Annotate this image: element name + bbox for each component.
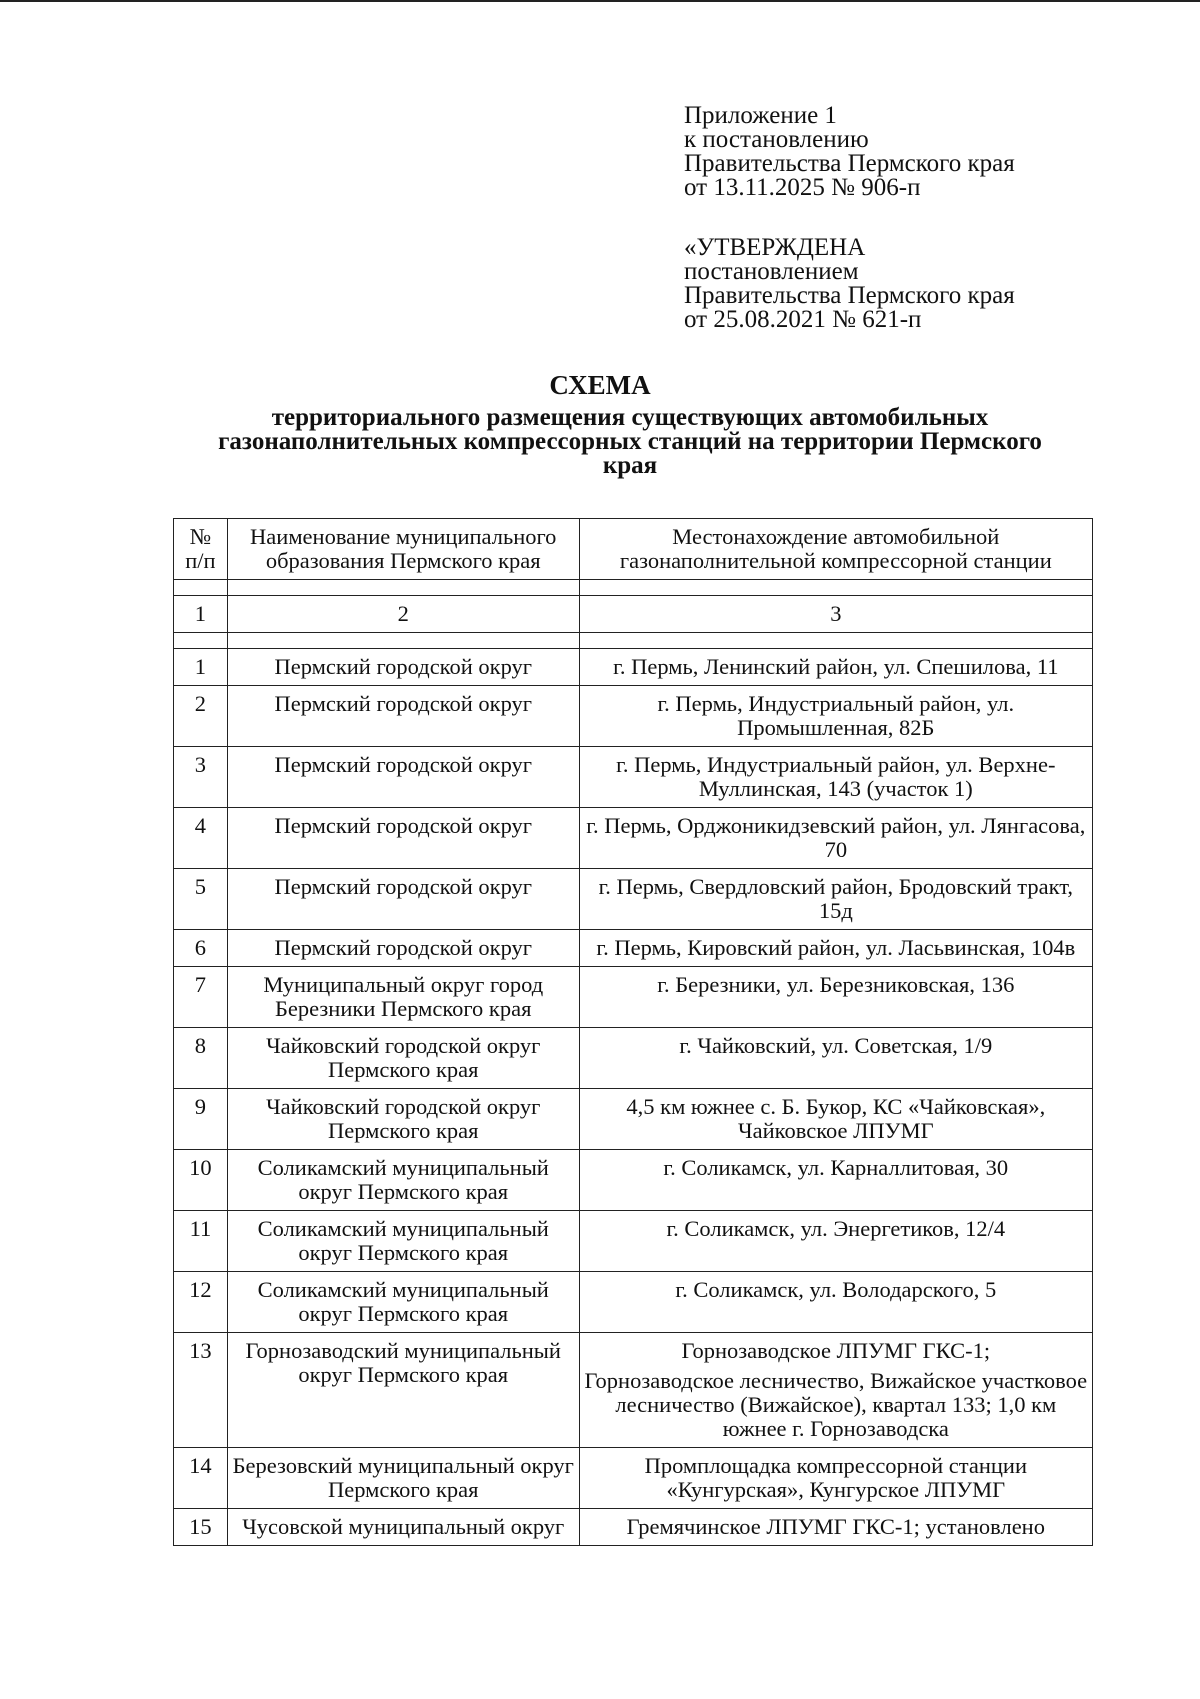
row-num: 1 [174, 649, 228, 686]
row-num: 12 [174, 1272, 228, 1333]
approval-line: постановлением [684, 258, 859, 285]
row-location: г. Пермь, Орджоникидзевский район, ул. Лянгасова, 70 [579, 808, 1092, 869]
row-municipality: Соликамский муниципальный округ Пермского края [227, 1211, 579, 1272]
table-row [174, 1333, 1093, 1448]
approval-line: «УТВЕРЖДЕНА [684, 234, 866, 261]
table-row [174, 1272, 1093, 1333]
row-num: 4 [174, 808, 228, 869]
attachment-line: к постановлению [684, 126, 869, 153]
table-row [174, 1509, 1093, 1546]
approval-line: от 25.08.2021 № 621-п [684, 306, 922, 333]
row-num: 13 [174, 1333, 228, 1448]
row-municipality: Горнозаводский муниципальный округ Пермского края [227, 1333, 579, 1448]
table-row [174, 1150, 1093, 1211]
row-num: 3 [174, 747, 228, 808]
table-row [174, 930, 1093, 967]
attachment-line: от 13.11.2025 № 906-п [684, 174, 921, 201]
row-location: г. Соликамск, ул. Энергетиков, 12/4 [579, 1211, 1092, 1272]
document-title: СХЕМА [549, 370, 651, 400]
row-municipality: Пермский городской округ [227, 747, 579, 808]
table-row [174, 1089, 1093, 1150]
row-location-extra: Горнозаводское лесничество, Вижайское участковое лесничество (Вижайское), квартал 133; 1,0 км южнее г. Горнозаводска [584, 1368, 1088, 1441]
attachment-block [684, 104, 1015, 200]
row-num: 6 [174, 930, 228, 967]
row-num: 14 [174, 1448, 228, 1509]
row-municipality: Чусовской муниципальный округ [227, 1509, 579, 1546]
document-subtitle: территориального размещения существующих автомобильных газонаполнительных компрессорных станций на территории Пермского края [218, 404, 1042, 479]
row-location: Гремячинское ЛПУМГ ГКС-1; установлено [579, 1509, 1092, 1546]
column-number: 3 [579, 596, 1092, 633]
attachment-line: Приложение 1 [684, 102, 837, 129]
row-num: 2 [174, 686, 228, 747]
row-num: 5 [174, 869, 228, 930]
row-location: Промплощадка компрессорной станции «Кунгурская», Кунгурское ЛПУМГ [579, 1448, 1092, 1509]
table-row [174, 1448, 1093, 1509]
row-municipality: Муниципальный округ город Березники Пермского края [227, 967, 579, 1028]
row-location: г. Пермь, Индустриальный район, ул. Промышленная, 82Б [579, 686, 1092, 747]
row-num: 15 [174, 1509, 228, 1546]
row-location: г. Пермь, Свердловский район, Бродовский тракт, 15д [579, 869, 1092, 930]
header-municipality: Наименование муниципального образования Пермского края [227, 519, 579, 580]
row-municipality: Соликамский муниципальный округ Пермского края [227, 1272, 579, 1333]
row-location: г. Соликамск, ул. Володарского, 5 [579, 1272, 1092, 1333]
row-location: 4,5 км южнее с. Б. Букор, КС «Чайковская», Чайковское ЛПУМГ [579, 1089, 1092, 1150]
table-row [174, 649, 1093, 686]
row-num: 10 [174, 1150, 228, 1211]
approval-line: Правительства Пермского края [684, 282, 1015, 309]
table-header-row [174, 519, 1093, 580]
row-num: 7 [174, 967, 228, 1028]
row-location-cell [579, 1333, 1092, 1448]
numbers-gap [174, 633, 1093, 649]
row-municipality: Пермский городской округ [227, 869, 579, 930]
row-location: Горнозаводское ЛПУМГ ГКС-1; [681, 1338, 991, 1363]
row-municipality: Пермский городской округ [227, 808, 579, 869]
row-location: г. Соликамск, ул. Карналлитовая, 30 [579, 1150, 1092, 1211]
row-location: г. Березники, ул. Березниковская, 136 [579, 967, 1092, 1028]
row-municipality: Соликамский муниципальный округ Пермского края [227, 1150, 579, 1211]
stations-table [173, 518, 1093, 1546]
column-number: 1 [174, 596, 228, 633]
table-row [174, 686, 1093, 747]
header-location: Местонахождение автомобильной газонаполнительной компрессорной станции [579, 519, 1092, 580]
table-row [174, 869, 1093, 930]
row-municipality: Пермский городской округ [227, 686, 579, 747]
row-location: г. Пермь, Индустриальный район, ул. Верхне-Муллинская, 143 (участок 1) [579, 747, 1092, 808]
row-num: 9 [174, 1089, 228, 1150]
scan-edge [0, 0, 1200, 2]
header-gap [174, 580, 1093, 596]
attachment-line: Правительства Пермского края [684, 150, 1015, 177]
row-municipality: Чайковский городской округ Пермского края [227, 1028, 579, 1089]
row-location: г. Пермь, Ленинский район, ул. Спешилова, 11 [579, 649, 1092, 686]
table-row [174, 1211, 1093, 1272]
row-location: г. Чайковский, ул. Советская, 1/9 [579, 1028, 1092, 1089]
approval-block [684, 236, 1015, 332]
row-municipality: Березовский муниципальный округ Пермского края [227, 1448, 579, 1509]
column-numbers-row [174, 596, 1093, 633]
column-number: 2 [227, 596, 579, 633]
row-municipality: Пермский городской округ [227, 930, 579, 967]
table-row [174, 967, 1093, 1028]
row-municipality: Пермский городской округ [227, 649, 579, 686]
header-num: № п/п [174, 519, 228, 580]
table-row [174, 747, 1093, 808]
row-num: 11 [174, 1211, 228, 1272]
row-municipality: Чайковский городской округ Пермского края [227, 1089, 579, 1150]
row-num: 8 [174, 1028, 228, 1089]
table-row [174, 1028, 1093, 1089]
table-row [174, 808, 1093, 869]
row-location: г. Пермь, Кировский район, ул. Ласьвинская, 104в [579, 930, 1092, 967]
